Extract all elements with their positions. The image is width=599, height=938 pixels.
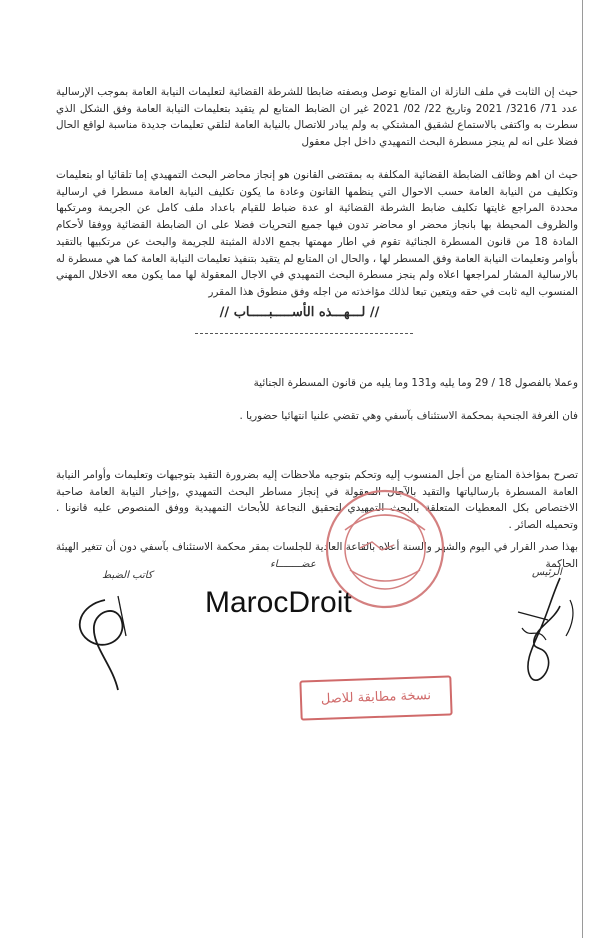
closing-text: بهذا صدر القرار في اليوم والشهر والسنة أعلاه بالقاعة العادية للجلسات بمقر محكمة الاستئناف بآسفي دون أن تتغير الهيئة الحاكمة — [56, 541, 578, 570]
paragraph-findings: حيث إن الثابت في ملف النازلة ان المتابع توصل وبصفته ضابطا للشرطة القضائية لتعليمات النيابة العامة بموجب الإرسالية عدد 71/ 3216/ 2021 وتاريخ 22/ 02/ 2021 غير ان الضابط المتابع لم يتقيد بتعليمات النيابة العامة وفق الشكل الذي سطرت به واكتفى بالاستماع لشقيق المشتكي به ولم يبادر للاتصال بالنيابة العامة لتلقي تعليمات جديدة مناسبة لواقع الحال فضلا على انه لم ينجز مسطرة البحث التمهيدي داخل اجل معقول — [56, 86, 578, 149]
decision-text: تصرح بمؤاخذة المتابع من أجل المنسوب إليه وتحكم بتوجيه ملاحظات إليه بضرورة التقيد بتوجيهات وتعليمات وأوامر النيابة العامة المسطرة بارسالياتها والتقيد بالآجال المعقولة في إنجاز مساطر البحث التمهيدي ,وإخبار النيابة العامة صاحبة الاختصاص بكل المعطيات المتعلقة بالبحث التمهيدي لتحقيق النجاعة للأبحاث التمهيدية ووفق المنصوص عليه قانونا . وتحميله الصائر . — [56, 469, 578, 532]
ruling-intro: فان الغرفة الجنحية بمحكمة الاستئناف بآسفي وهي تقضي علنيا انتهائيا حضوريا . — [239, 410, 578, 422]
section-heading: // لـــهـــذه الأســـــبـــــاب // — [219, 305, 380, 320]
watermark-text: MarocDroit — [205, 586, 352, 619]
legal-basis: وعملا بالفصول 18 / 29 وما يليه و131 وما يليه من قانون المسطرة الجنائية — [253, 377, 578, 389]
president-label: الرئيس — [532, 567, 562, 578]
certified-copy-stamp: نسخة مطابقة للاصل — [299, 675, 452, 720]
clerk-label: كاتب الضبط — [102, 570, 153, 581]
paragraph-reasoning: حيث ان اهم وظائف الضابطة القضائية المكلفة به بمقتضى القانون هو إنجاز محاضر البحث التمهيدي إما تلقائيا او بتعليمات وتكليف من النيابة العامة حسب الاحوال التي ينظمها القانون وعادة ما يكون تكليف النيابة العامة مسطرا في ارسالية محددة المراجع غايتها تكليف ضابط الشرطة القضائية او عدة ضباط للقيام باعداد ملف كامل عن الجريمة ومرتكبها والظروف المحيطة بها بانجاز محضر او محاضر تدون فيها جميع التحريات فضلا على ان الضابطة القضائية ووفقا لأحكام المادة 18 من قانون المسطرة الجنائية تقوم في اطار مهمتها بجمع الادلة المثبتة للجريمة والبحث عن مرتكبيها بالتقيد بأوامر وتعليمات النيابة العامة وفق المسطر لها ، والحال ان المتابع لم يتقيد بتنفيذ تعليمات النيابة العامة كما هي مسطرة له بالارسالية المشار لمراجعها اعلاه ولم ينجز مسطرة البحث التمهيدي في الاجال المعقولة لها مما يكون معه الاخلال المهني المنسوب اليه ثابت في حقه ويتعين تبعا لذلك مؤاخذته من اجله وفق منطوق هذا المقرر — [56, 169, 578, 298]
member-label: عضــــــــاء — [270, 559, 316, 570]
